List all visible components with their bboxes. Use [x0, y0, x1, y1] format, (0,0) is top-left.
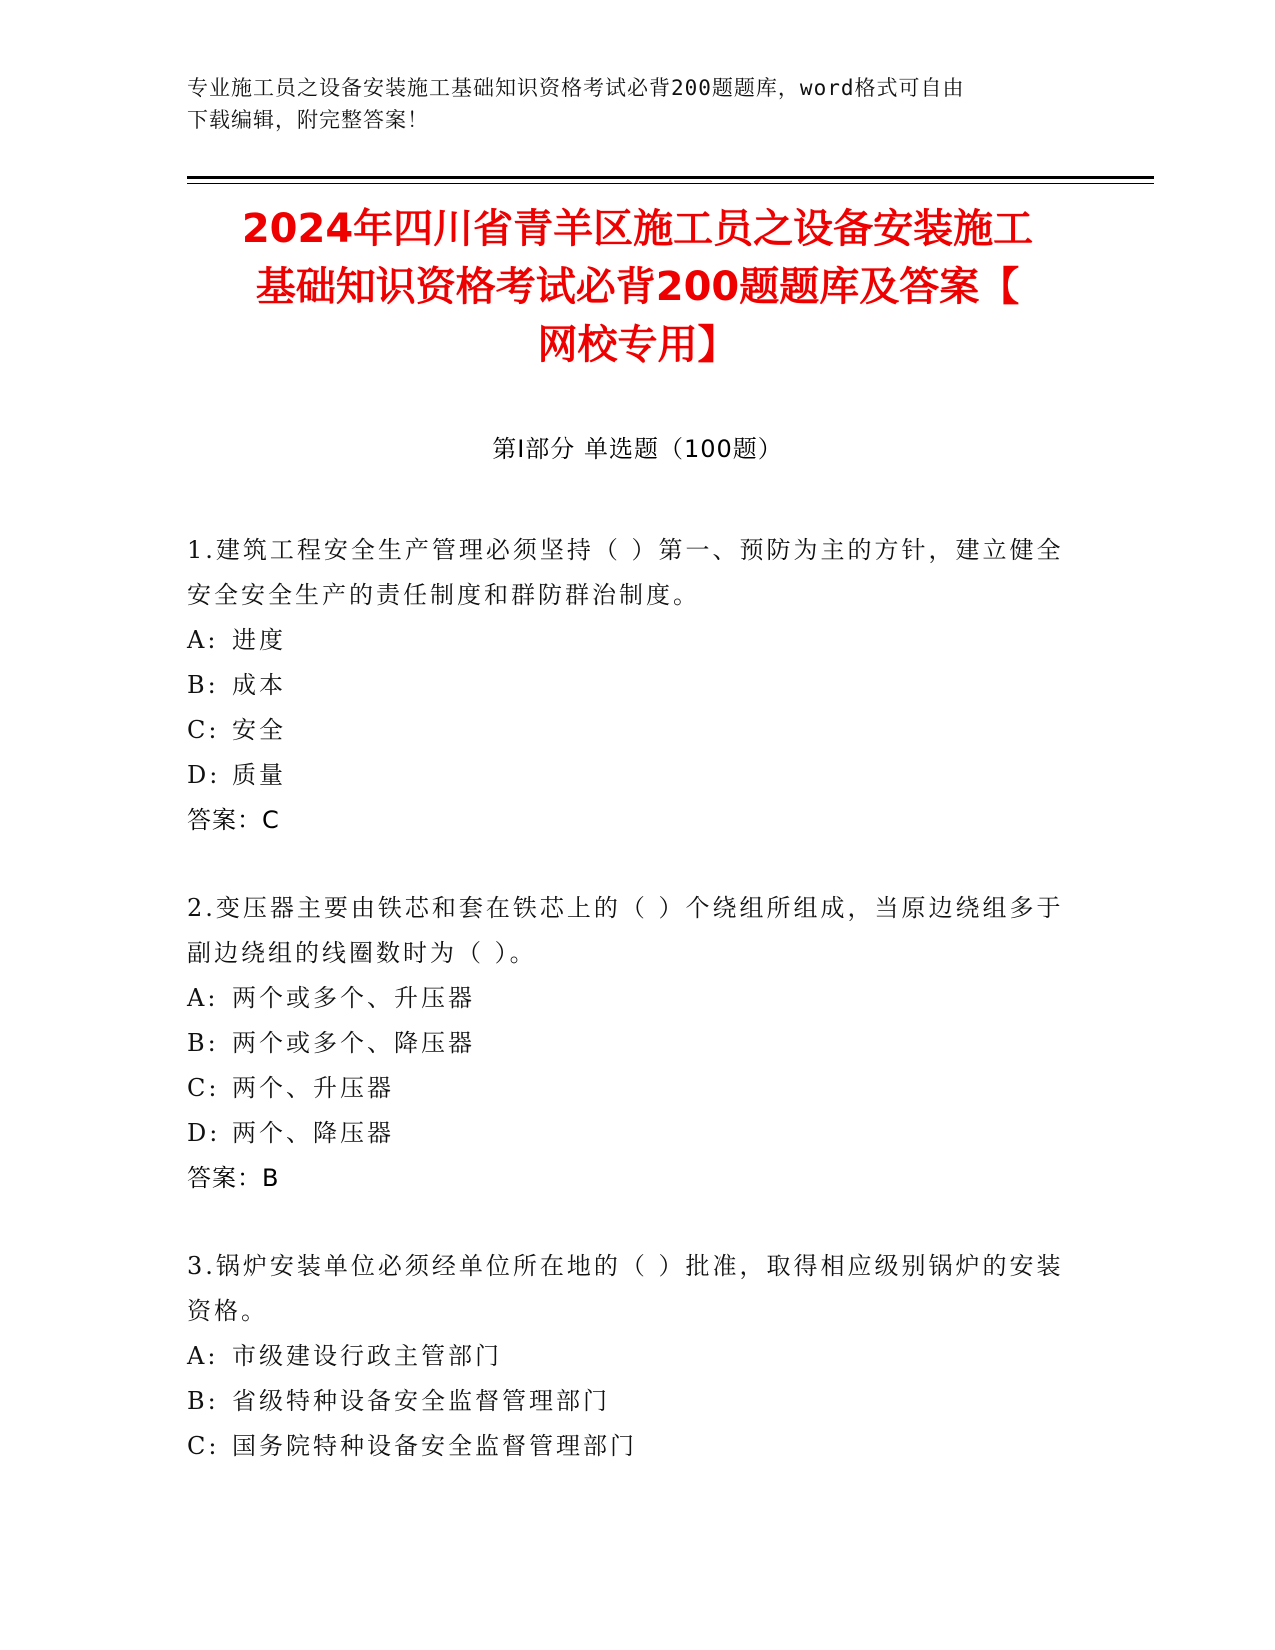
- document-title-line-1: 2024年四川省青羊区施工员之设备安装施工: [241, 206, 1034, 252]
- option-text: 省级特种设备安全监督管理部门: [232, 1387, 610, 1415]
- header-divider-thick: [187, 176, 1154, 179]
- question-stem: 2.变压器主要由铁芯和套在铁芯上的（ ）个绕组所组成，当原边绕组多于副边绕组的线圈数时为（ ）。: [187, 894, 1064, 967]
- option-text: 国务院特种设备安全监督管理部门: [232, 1432, 637, 1460]
- question-list: [187, 528, 1067, 1512]
- option-letter: B:: [187, 1387, 219, 1415]
- option-b: [187, 663, 1067, 708]
- option-c: [187, 1424, 1067, 1469]
- option-text: 两个、降压器: [232, 1119, 394, 1147]
- question-3: [187, 1244, 1067, 1469]
- answer-line: 答案：B: [187, 1164, 280, 1192]
- option-c: [187, 708, 1067, 753]
- question-2: [187, 886, 1067, 1201]
- option-letter: C:: [187, 716, 220, 744]
- document-title: [140, 200, 1135, 374]
- option-a: [187, 976, 1067, 1021]
- option-letter: D:: [187, 761, 221, 789]
- option-text: 两个或多个、降压器: [232, 1029, 475, 1057]
- document-title-line-3: 网校专用】: [537, 322, 738, 368]
- option-text: 两个、升压器: [232, 1074, 394, 1102]
- option-c: [187, 1066, 1067, 1111]
- option-text: 质量: [232, 761, 286, 789]
- option-text: 安全: [232, 716, 286, 744]
- option-letter: B:: [187, 671, 219, 699]
- option-letter: C:: [187, 1074, 220, 1102]
- option-letter: C:: [187, 1432, 220, 1460]
- header-divider-thin: [187, 183, 1154, 184]
- option-letter: B:: [187, 1029, 219, 1057]
- option-d: [187, 753, 1067, 798]
- section-heading: 第Ⅰ部分 单选题（100题）: [492, 435, 783, 463]
- option-text: 成本: [232, 671, 286, 699]
- option-text: 市级建设行政主管部门: [232, 1342, 502, 1370]
- header-note-line-1: 专业施工员之设备安装施工基础知识资格考试必背200题题库，word格式可自由: [187, 76, 965, 100]
- option-a: [187, 618, 1067, 663]
- option-a: [187, 1334, 1067, 1379]
- document-title-line-2: 基础知识资格考试必背200题题库及答案【: [255, 264, 1020, 310]
- option-b: [187, 1021, 1067, 1066]
- option-b: [187, 1379, 1067, 1424]
- answer-line: 答案：C: [187, 806, 280, 834]
- question-1: [187, 528, 1067, 843]
- option-letter: A:: [187, 1342, 219, 1370]
- header-note: [187, 72, 1087, 136]
- option-letter: A:: [187, 984, 219, 1012]
- option-letter: D:: [187, 1119, 221, 1147]
- option-letter: A:: [187, 626, 219, 654]
- question-stem: 1.建筑工程安全生产管理必须坚持（ ）第一、预防为主的方针，建立健全安全安全生产的责任制度和群防群治制度。: [187, 536, 1064, 609]
- option-text: 两个或多个、升压器: [232, 984, 475, 1012]
- header-note-line-2: 下载编辑，附完整答案！: [187, 108, 429, 132]
- option-d: [187, 1111, 1067, 1156]
- option-text: 进度: [232, 626, 286, 654]
- question-stem: 3.锅炉安装单位必须经单位所在地的（ ）批准，取得相应级别锅炉的安装资格。: [187, 1252, 1064, 1325]
